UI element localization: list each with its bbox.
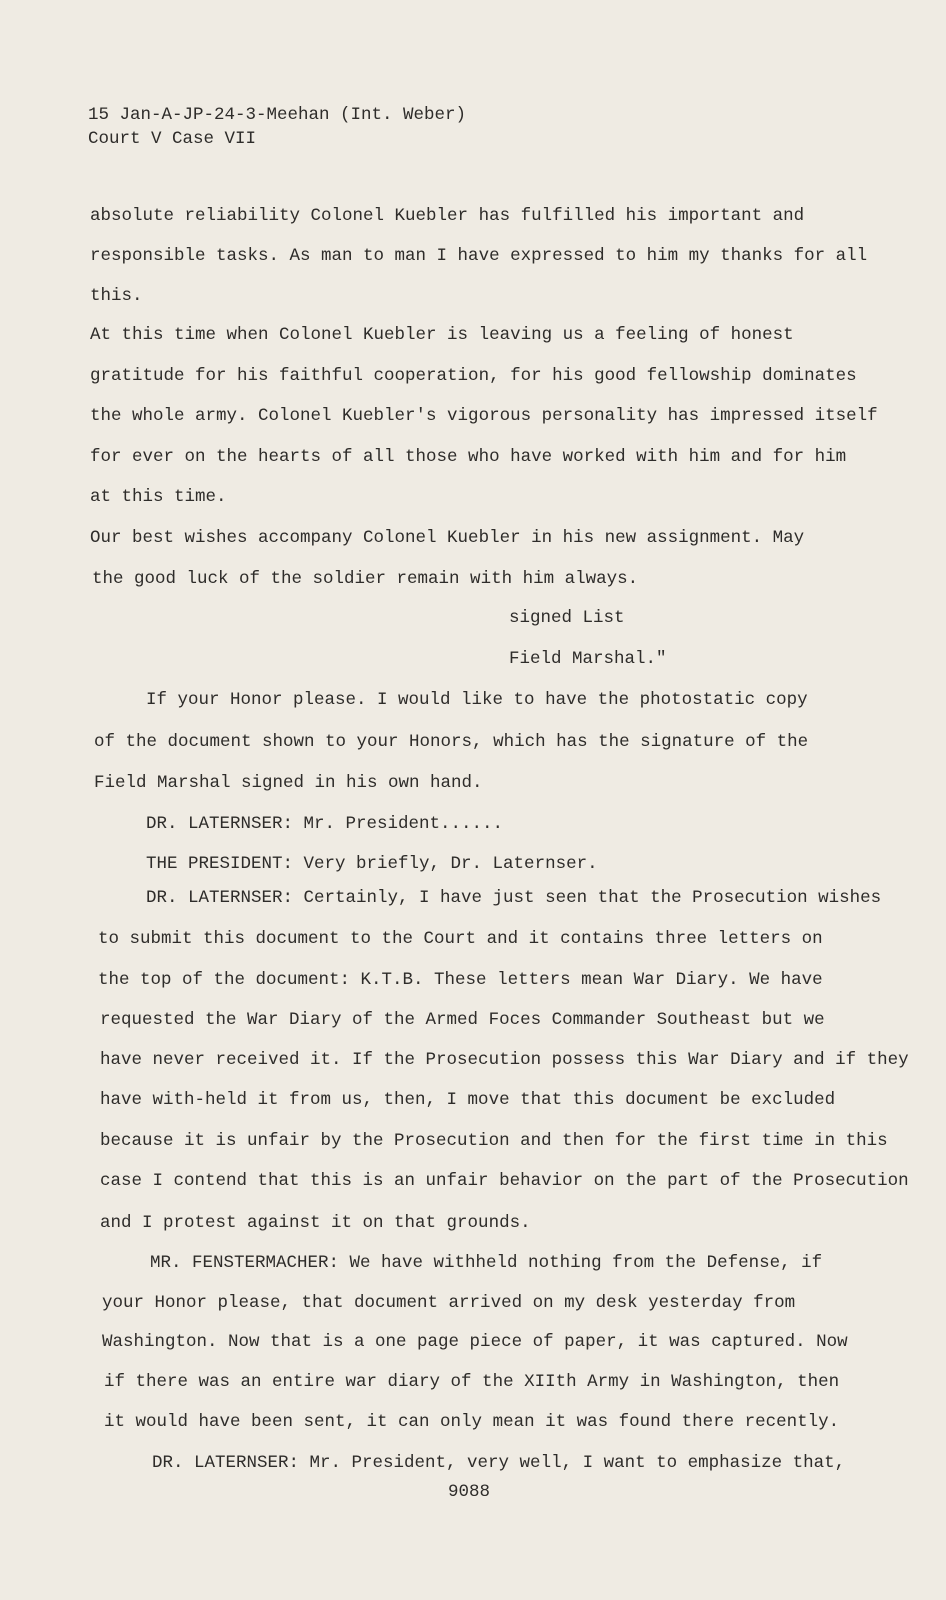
- text-line: to submit this document to the Court and it contains three letters on: [98, 929, 823, 949]
- header-line-2: Court V Case VII: [88, 129, 257, 149]
- text-line: the good luck of the soldier remain with him always.: [92, 569, 639, 589]
- text-line: have never received it. If the Prosecution possess this War Diary and if they: [100, 1050, 909, 1070]
- speaker-line: DR. LATERNSER: Mr. President......: [146, 814, 504, 834]
- text-line: and I protest against it on that grounds.: [100, 1213, 531, 1233]
- text-line: responsible tasks. As man to man I have expressed to him my thanks for all: [90, 246, 868, 266]
- text-line: If your Honor please. I would like to have the photostatic copy: [146, 690, 808, 710]
- text-line: of the document shown to your Honors, which has the signature of the: [94, 732, 809, 752]
- speaker-line: THE PRESIDENT: Very briefly, Dr. Laternser.: [146, 854, 598, 874]
- text-line: At this time when Colonel Kuebler is leaving us a feeling of honest: [90, 325, 794, 345]
- text-line: the top of the document: K.T.B. These letters mean War Diary. We have: [98, 970, 823, 990]
- text-line: requested the War Diary of the Armed Foces Commander Southeast but we: [100, 1010, 825, 1030]
- text-line: Our best wishes accompany Colonel Kuebler in his new assignment. May: [90, 528, 805, 548]
- text-line: your Honor please, that document arrived on my desk yesterday from: [102, 1293, 796, 1313]
- speaker-line: DR. LATERNSER: Mr. President, very well, I want to emphasize that,: [152, 1453, 846, 1473]
- signature-title: Field Marshal.": [509, 649, 667, 669]
- text-line: for ever on the hearts of all those who have worked with him and for him: [90, 447, 847, 467]
- speaker-line: MR. FENSTERMACHER: We have withheld nothing from the Defense, if: [150, 1253, 823, 1273]
- text-line: gratitude for his faithful cooperation, for his good fellowship dominates: [90, 366, 857, 386]
- page-number: 9088: [448, 1482, 491, 1502]
- text-line: absolute reliability Colonel Kuebler has fulfilled his important and: [90, 206, 805, 226]
- text-line: the whole army. Colonel Kuebler's vigorous personality has impressed itself: [90, 406, 878, 426]
- text-line: because it is unfair by the Prosecution and then for the first time in this: [100, 1131, 888, 1151]
- header-line-1: 15 Jan-A-JP-24-3-Meehan (Int. Weber): [88, 105, 467, 125]
- signature-line: signed List: [509, 608, 625, 628]
- text-line: Washington. Now that is a one page piece of paper, it was captured. Now: [102, 1332, 848, 1352]
- text-line: Field Marshal signed in his own hand.: [94, 773, 483, 793]
- text-line: if there was an entire war diary of the XIIth Army in Washington, then: [104, 1372, 840, 1392]
- text-line: at this time.: [90, 487, 227, 507]
- text-line: have with-held it from us, then, I move that this document be excluded: [100, 1090, 836, 1110]
- text-line: case I contend that this is an unfair behavior on the part of the Prosecution: [100, 1171, 909, 1191]
- text-line: this.: [90, 286, 143, 306]
- speaker-line: DR. LATERNSER: Certainly, I have just seen that the Prosecution wishes: [146, 888, 882, 908]
- text-line: it would have been sent, it can only mean it was found there recently.: [104, 1412, 840, 1432]
